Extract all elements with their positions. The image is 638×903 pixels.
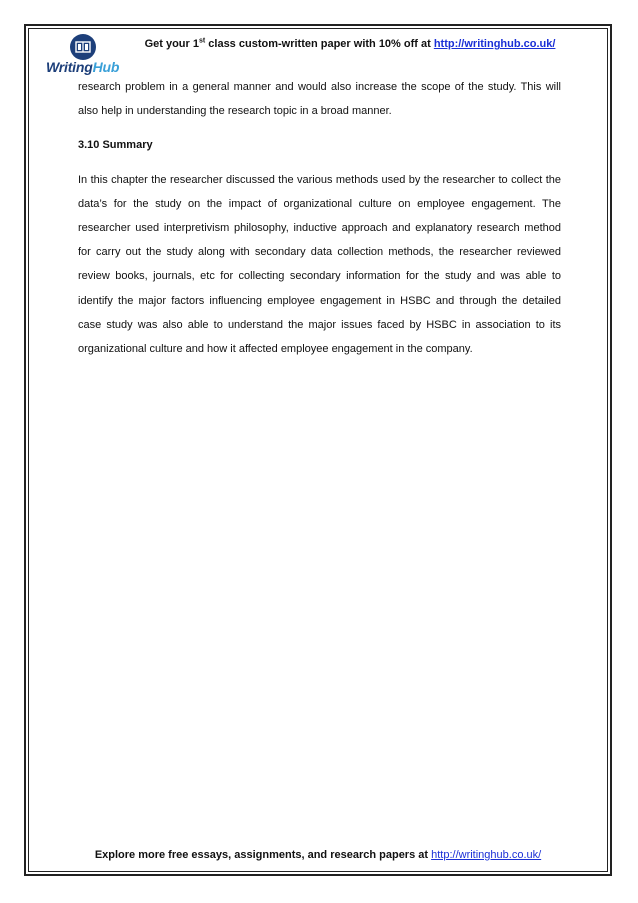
book-emblem-icon [70, 34, 96, 60]
header-promo: Get your 1st class custom-written paper with 10% off at http://writinghub.co.uk/ [144, 37, 556, 50]
body-paragraph: In this chapter the researcher discussed the various methods used by the researcher to collect the data’s for the study on the impact of organizational culture on employee engagement. The researcher used interpretivism philosophy, inductive approach and explanatory research method for carry out the study along with secondary data collection methods, the researcher reviewed review books, journals, etc for collecting secondary information for the study and was able to identify the major factors influencing employee engagement in HSBC and through the detailed case study was also able to understand the major issues faced by HSBC in association to its organizational culture and how it affected employee engagement in the company. [78, 173, 561, 356]
writinghub-logo[interactable] [44, 34, 124, 78]
footer-link[interactable]: http://writinghub.co.uk/ [431, 849, 542, 861]
body-paragraph: research problem in a general manner and would also increase the scope of the study. This will also help in understanding the research topic in a broad manner. [78, 81, 561, 118]
section-heading: 3.10 Summary [78, 139, 153, 152]
logo-wordmark: WritingHub [46, 59, 120, 75]
document-body [78, 75, 561, 361]
footer-promo: Explore more free essays, assignments, and research papers at http://writinghub.co.uk/ [94, 849, 542, 861]
header-link[interactable]: http://writinghub.co.uk/ [433, 38, 556, 50]
